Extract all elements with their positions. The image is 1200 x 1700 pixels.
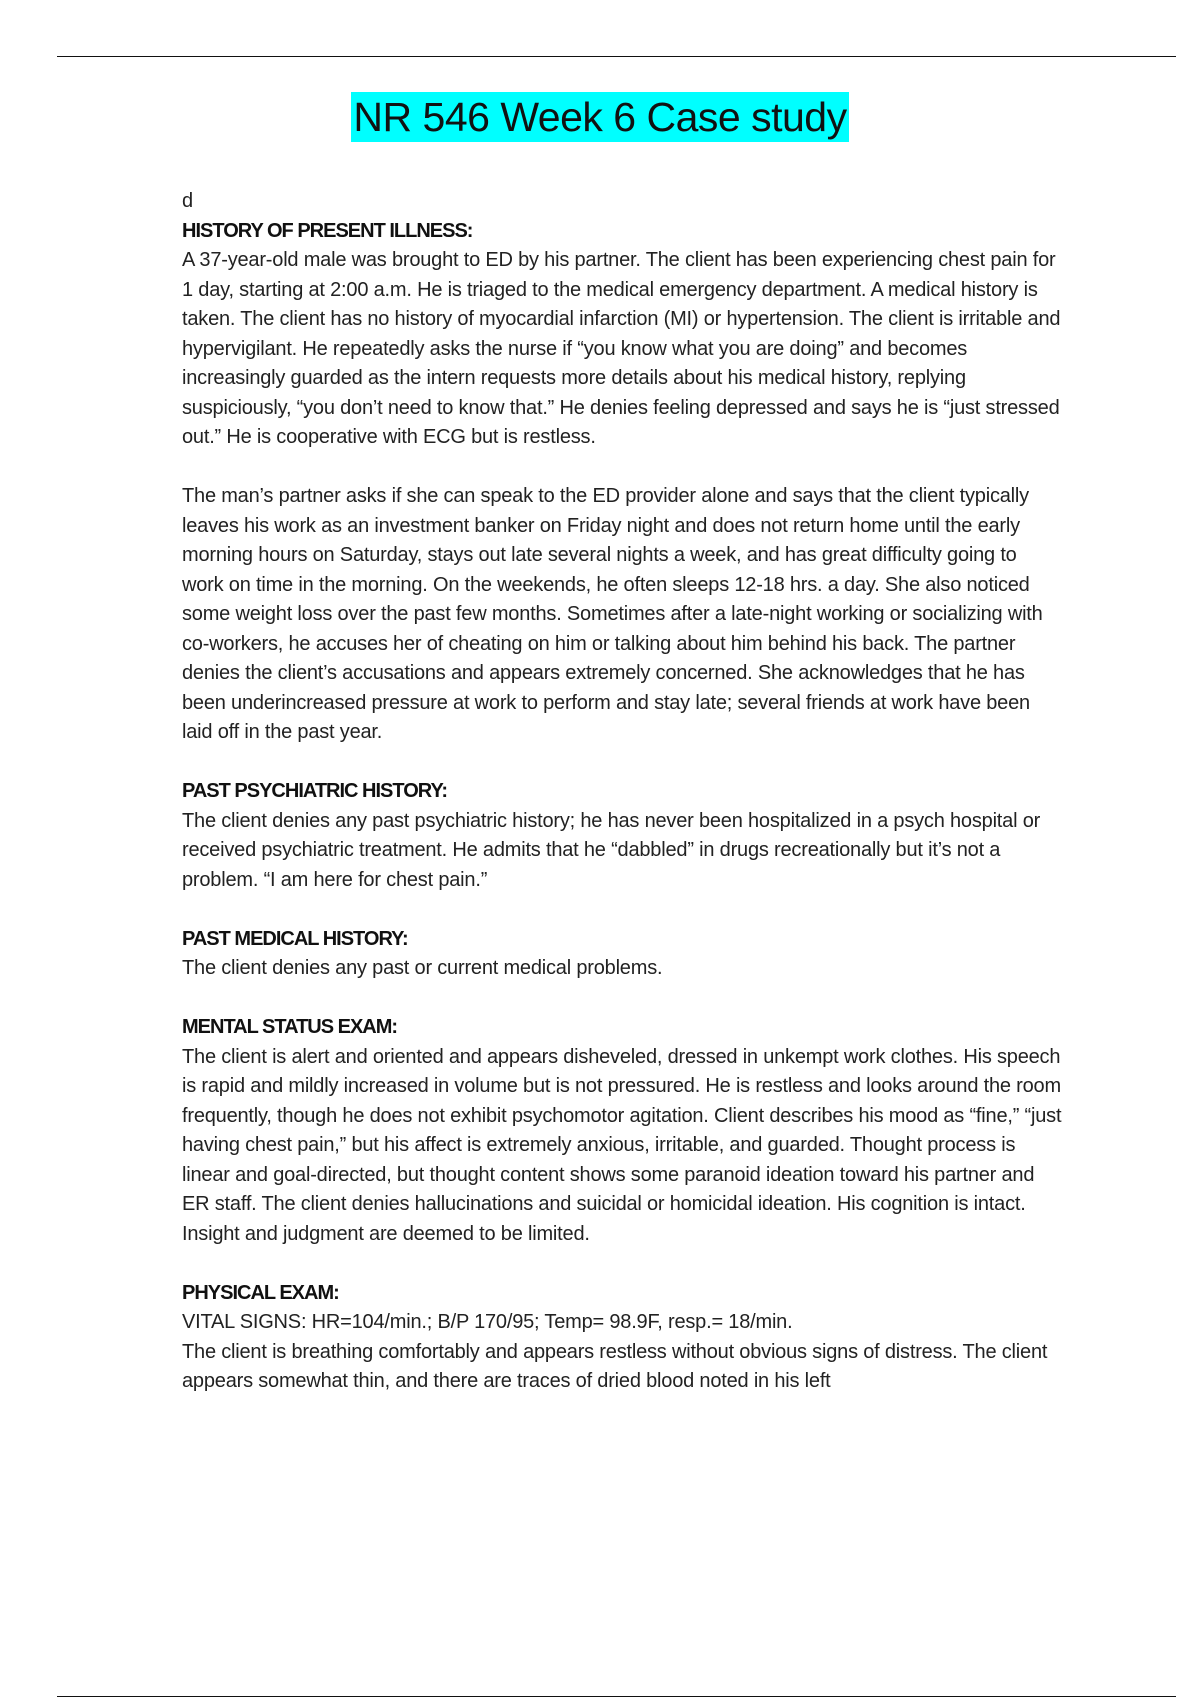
stray-character: d — [182, 190, 193, 212]
paragraph-gap — [182, 453, 1062, 483]
section-gap — [182, 984, 1062, 1014]
document-body — [182, 187, 1062, 1397]
document-title: NR 546 Week 6 Case study — [353, 94, 847, 140]
header-rule — [57, 56, 1176, 57]
paragraph-medical-history: The client denies any past or current medical problems. — [182, 957, 663, 979]
paragraph-psychiatric-history: The client denies any past psychiatric history; he has never been hospitalized in a psych hospital or received psychiatric treatment. He admits that he “dabbled” in drugs recreationally but it’s not a problem. “I am here for chest pain.” — [182, 809, 1041, 891]
title-block — [0, 92, 1200, 142]
section-heading-history-present-illness: HISTORY OF PRESENT ILLNESS: — [182, 219, 473, 242]
footer-rule — [57, 1696, 1176, 1697]
paragraph-mental-status-exam: The client is alert and oriented and appears disheveled, dressed in unkempt work clothes. His speech is rapid and mildly increased in volume but is not pressured. He is restless and looks around the room frequently, though he does not exhibit psychomotor agitation. Client describes his mood as “fine,” “just having chest pain,” but his affect is extremely anxious, irritable, and guarded. Thought process is linear and goal-directed, but thought content shows some paranoid ideation toward his partner and ER staff. The client denies hallucinations and suicidal or homicidal ideation. His cognition is intact. Insight and judgment are deemed to be limited. — [182, 1045, 1062, 1245]
section-gap — [182, 895, 1062, 925]
section-heading-physical-exam: PHYSICAL EXAM: — [182, 1281, 339, 1304]
section-heading-past-medical-history: PAST MEDICAL HISTORY: — [182, 927, 408, 950]
section-gap — [182, 1249, 1062, 1279]
section-heading-mental-status-exam: MENTAL STATUS EXAM: — [182, 1016, 398, 1038]
section-gap — [182, 748, 1062, 778]
paragraph-vital-signs: VITAL SIGNS: HR=104/min.; B/P 170/95; Temp= 98.9F, resp.= 18/min. — [182, 1311, 793, 1333]
section-heading-past-psychiatric-history: PAST PSYCHIATRIC HISTORY: — [182, 780, 448, 802]
paragraph-physical-exam: The client is breathing comfortably and appears restless without obvious signs of distress. The client appears somewhat thin, and there are traces of dried blood noted in his left — [182, 1340, 1048, 1392]
paragraph-hpi-1: A 37-year-old male was brought to ED by his partner. The client has been experiencing chest pain for 1 day, starting at 2:00 a.m. He is triaged to the medical emergency department. A medical history is taken. The client has no history of myocardial infarction (MI) or hypertension. The client is irritable and hypervigilant. He repeatedly asks the nurse if “you know what you are doing” and becomes increasingly guarded as the intern requests more details about his medical history, replying suspiciously, “you don’t need to know that.” He denies feeling depressed and says he is “just stressed out.” He is cooperative with ECG but is restless. — [182, 249, 1061, 448]
paragraph-hpi-2: The man’s partner asks if she can speak to the ED provider alone and says that the client typically leaves his work as an investment banker on Friday night and does not return home until the early morning hours on Saturday, stays out late several nights a week, and has great difficulty going to work on time in the morning. On the weekends, he often sleeps 12-18 hrs. a day. She also noticed some weight loss over the past few months. Sometimes after a late-night working or socializing with co-workers, he accuses her of cheating on him or talking about him behind his back. The partner denies the client’s accusations and appears extremely concerned. She acknowledges that he has been underincreased pressure at work to perform and stay late; several friends at work have been laid off in the past year. — [182, 485, 1043, 743]
